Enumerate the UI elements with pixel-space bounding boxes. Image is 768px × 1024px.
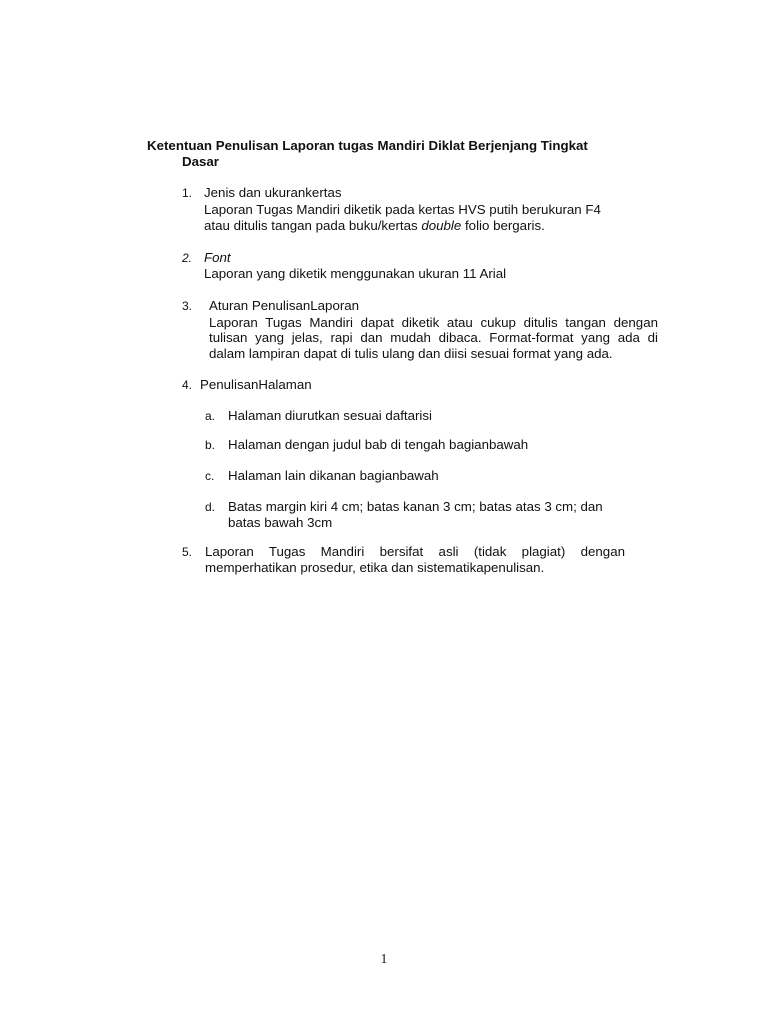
list-item-body-line: Laporan Tugas Mandiri dapat diketik atau cukup ditulis tangan dengan bbox=[209, 315, 658, 330]
list-item-heading: Jenis dan ukurankertas bbox=[204, 185, 342, 200]
page-number: 1 bbox=[380, 951, 388, 966]
list-item-heading: PenulisanHalaman bbox=[200, 377, 312, 392]
sub-item-text: Halaman dengan judul bab di tengah bagianbawah bbox=[228, 437, 529, 452]
document-title bbox=[147, 138, 647, 170]
sub-item-text: Batas margin kiri 4 cm; batas kanan 3 cm; batas atas 3 cm; dan bbox=[228, 499, 603, 514]
list-item-body-line: dalam lampiran dapat di tulis ulang dan diisi sesuai format yang ada. bbox=[209, 346, 613, 361]
sub-item-text: batas bawah 3cm bbox=[228, 515, 333, 530]
list-item-body-line: Laporan Tugas Mandiri bersifat asli (tidak plagiat) dengan bbox=[205, 544, 625, 559]
list-item-body-line: memperhatikan prosedur, etika dan sistematikapenulisan. bbox=[205, 560, 545, 575]
sub-item-letter: c. bbox=[205, 469, 215, 483]
sub-item-text: Halaman lain dikanan bagianbawah bbox=[228, 468, 439, 483]
sub-item-letter: a. bbox=[205, 409, 216, 423]
list-item-heading: Aturan PenulisanLaporan bbox=[209, 298, 360, 313]
sub-item-letter: b. bbox=[205, 438, 216, 452]
list-item-number: 3. bbox=[182, 299, 193, 313]
list-item-number: 4. bbox=[182, 378, 193, 392]
list-item-body-line: Laporan yang diketik menggunakan ukuran 11 Arial bbox=[204, 266, 507, 281]
list-item-body-line: tulisan yang jelas, rapi dan mudah dibaca. Format-format yang ada di bbox=[209, 330, 658, 345]
italic-word: double bbox=[421, 218, 462, 233]
list-item-number: 1. bbox=[182, 186, 193, 200]
list-item-body-line: Laporan Tugas Mandiri diketik pada kertas HVS putih berukuran F4 bbox=[204, 202, 601, 217]
sub-item-text: Halaman diurutkan sesuai daftarisi bbox=[228, 408, 432, 423]
document-title-line1: Ketentuan Penulisan Laporan tugas Mandiri Diklat Berjenjang Tingkat bbox=[147, 138, 588, 153]
document-title-line2: Dasar bbox=[182, 154, 219, 169]
list-item-number: 5. bbox=[182, 545, 193, 559]
list-item-heading: Font bbox=[204, 250, 231, 265]
list-item-body-line: atau ditulis tangan pada buku/kertas double folio bergaris. bbox=[204, 218, 545, 233]
sub-item-letter: d. bbox=[205, 500, 216, 514]
list-item-number: 2. bbox=[182, 251, 193, 265]
